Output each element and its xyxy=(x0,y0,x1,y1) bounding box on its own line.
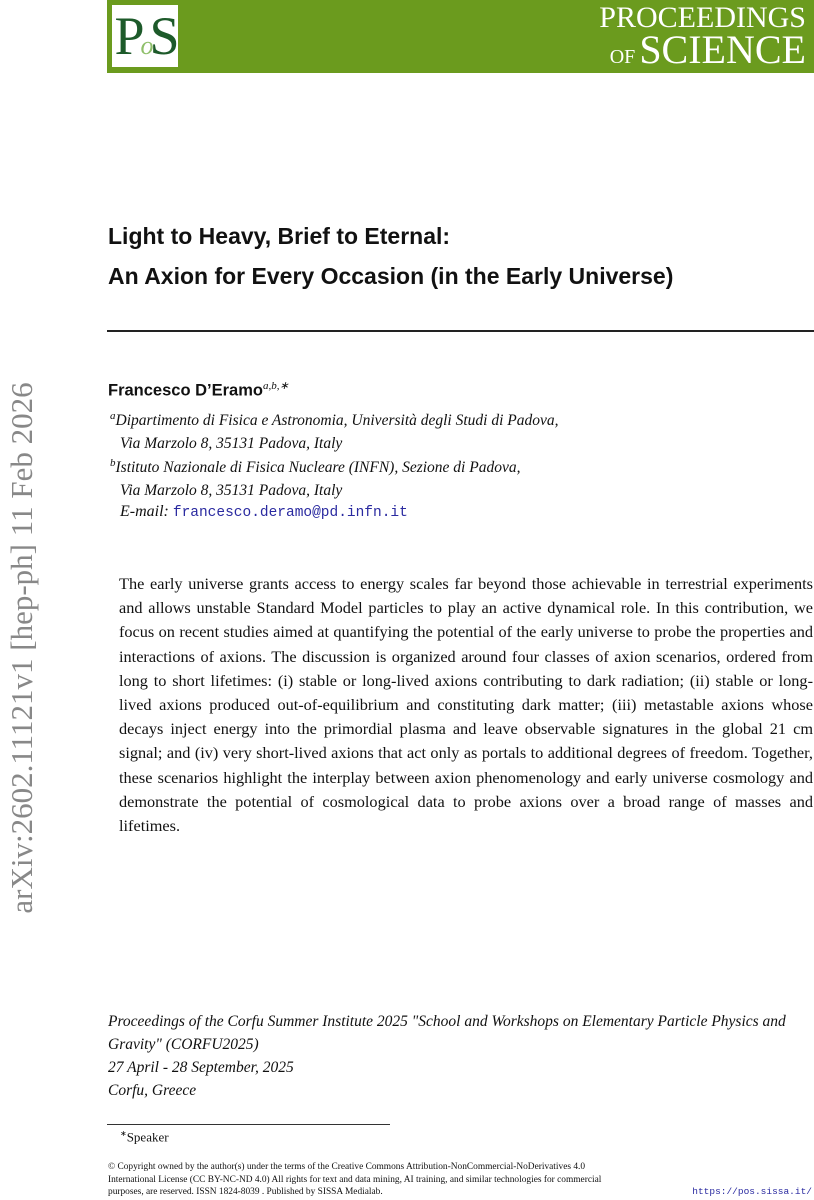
pos-banner xyxy=(107,0,814,73)
affiliation-a: $^a$Dipartimento di Fisica e Astronomia, Università degli Studi di Padova, Via Marzolo 8, 35131 Padova, Italy xyxy=(110,410,559,453)
affiliation-b: $^b$Istituto Nazionale di Fisica Nucleare (INFN), Sezione di Padova, Via Marzolo 8, 35131 Padova, Italy xyxy=(110,457,521,500)
conference-info: Proceedings of the Corfu Summer Institute 2025 "School and Workshops on Elementary Particle Physics and Gravity" (CORFU2025) 27 April - 28 September, 2025 Corfu, Greece xyxy=(108,1013,786,1099)
title-rule xyxy=(107,330,814,332)
paper-title: Light to Heavy, Brief to Eternal: An Axion for Every Occasion (in the Early Universe) xyxy=(108,223,674,289)
email: E-mail: francesco.deramo@pd.infn.it xyxy=(120,503,408,521)
arxiv-identifier: arXiv:2602.11121v1 [hep-ph] 11 Feb 2026 xyxy=(4,382,39,914)
email-link[interactable]: francesco.deramo@pd.infn.it xyxy=(172,505,408,521)
copyright-notice: © Copyright owned by the author(s) under the terms of the Creative Commons Attribution-NonCommercial-NoDerivatives 4.0 International License (CC BY-NC-ND 4.0) All rights for text and data mining, AI training, and similar technologies for commercial purposes, are reserved. ISSN 1824-8039 . Published by SISSA Medialab. xyxy=(108,1162,602,1197)
author: Francesco D’Eramo$^{a,b,∗}$ xyxy=(108,380,289,400)
footnote: ∗Speaker xyxy=(120,1129,169,1145)
footnote-rule xyxy=(107,1124,390,1125)
pos-logo: PoS xyxy=(112,5,178,67)
abstract: The early universe grants access to energy scales far beyond those achievable in terrestrial experiments and allows unstable Standard Model particles to play an active dynamical role. In this contribution, we focus on recent studies aimed at quantifying the potential of the early universe to probe the properties and interactions of axions. The discussion is organized around four classes of axion scenarios, ordered from long to short lifetimes: (i) stable or long-lived axions contributing to dark radiation; (ii) stable or long-lived axions produced out-of-equilibrium and constituting dark matter; (iii) metastable axions whose decays inject energy into the primordial plasma and leave observable signatures in the global 21 cm signal; and (iv) very short-lived axions that act only as portals to additional degrees of freedom. Together, these scenarios highlight the interplay between axion phenomenology and early universe cosmology and demonstrate the potential of cosmological data to probe axions over a broad range of masses and lifetimes. xyxy=(119,574,813,836)
proceedings-of-science-title: PROCEEDINGS OF SCIENCE xyxy=(599,1,806,72)
pos-url-link[interactable]: https://pos.sissa.it/ xyxy=(692,1186,812,1197)
